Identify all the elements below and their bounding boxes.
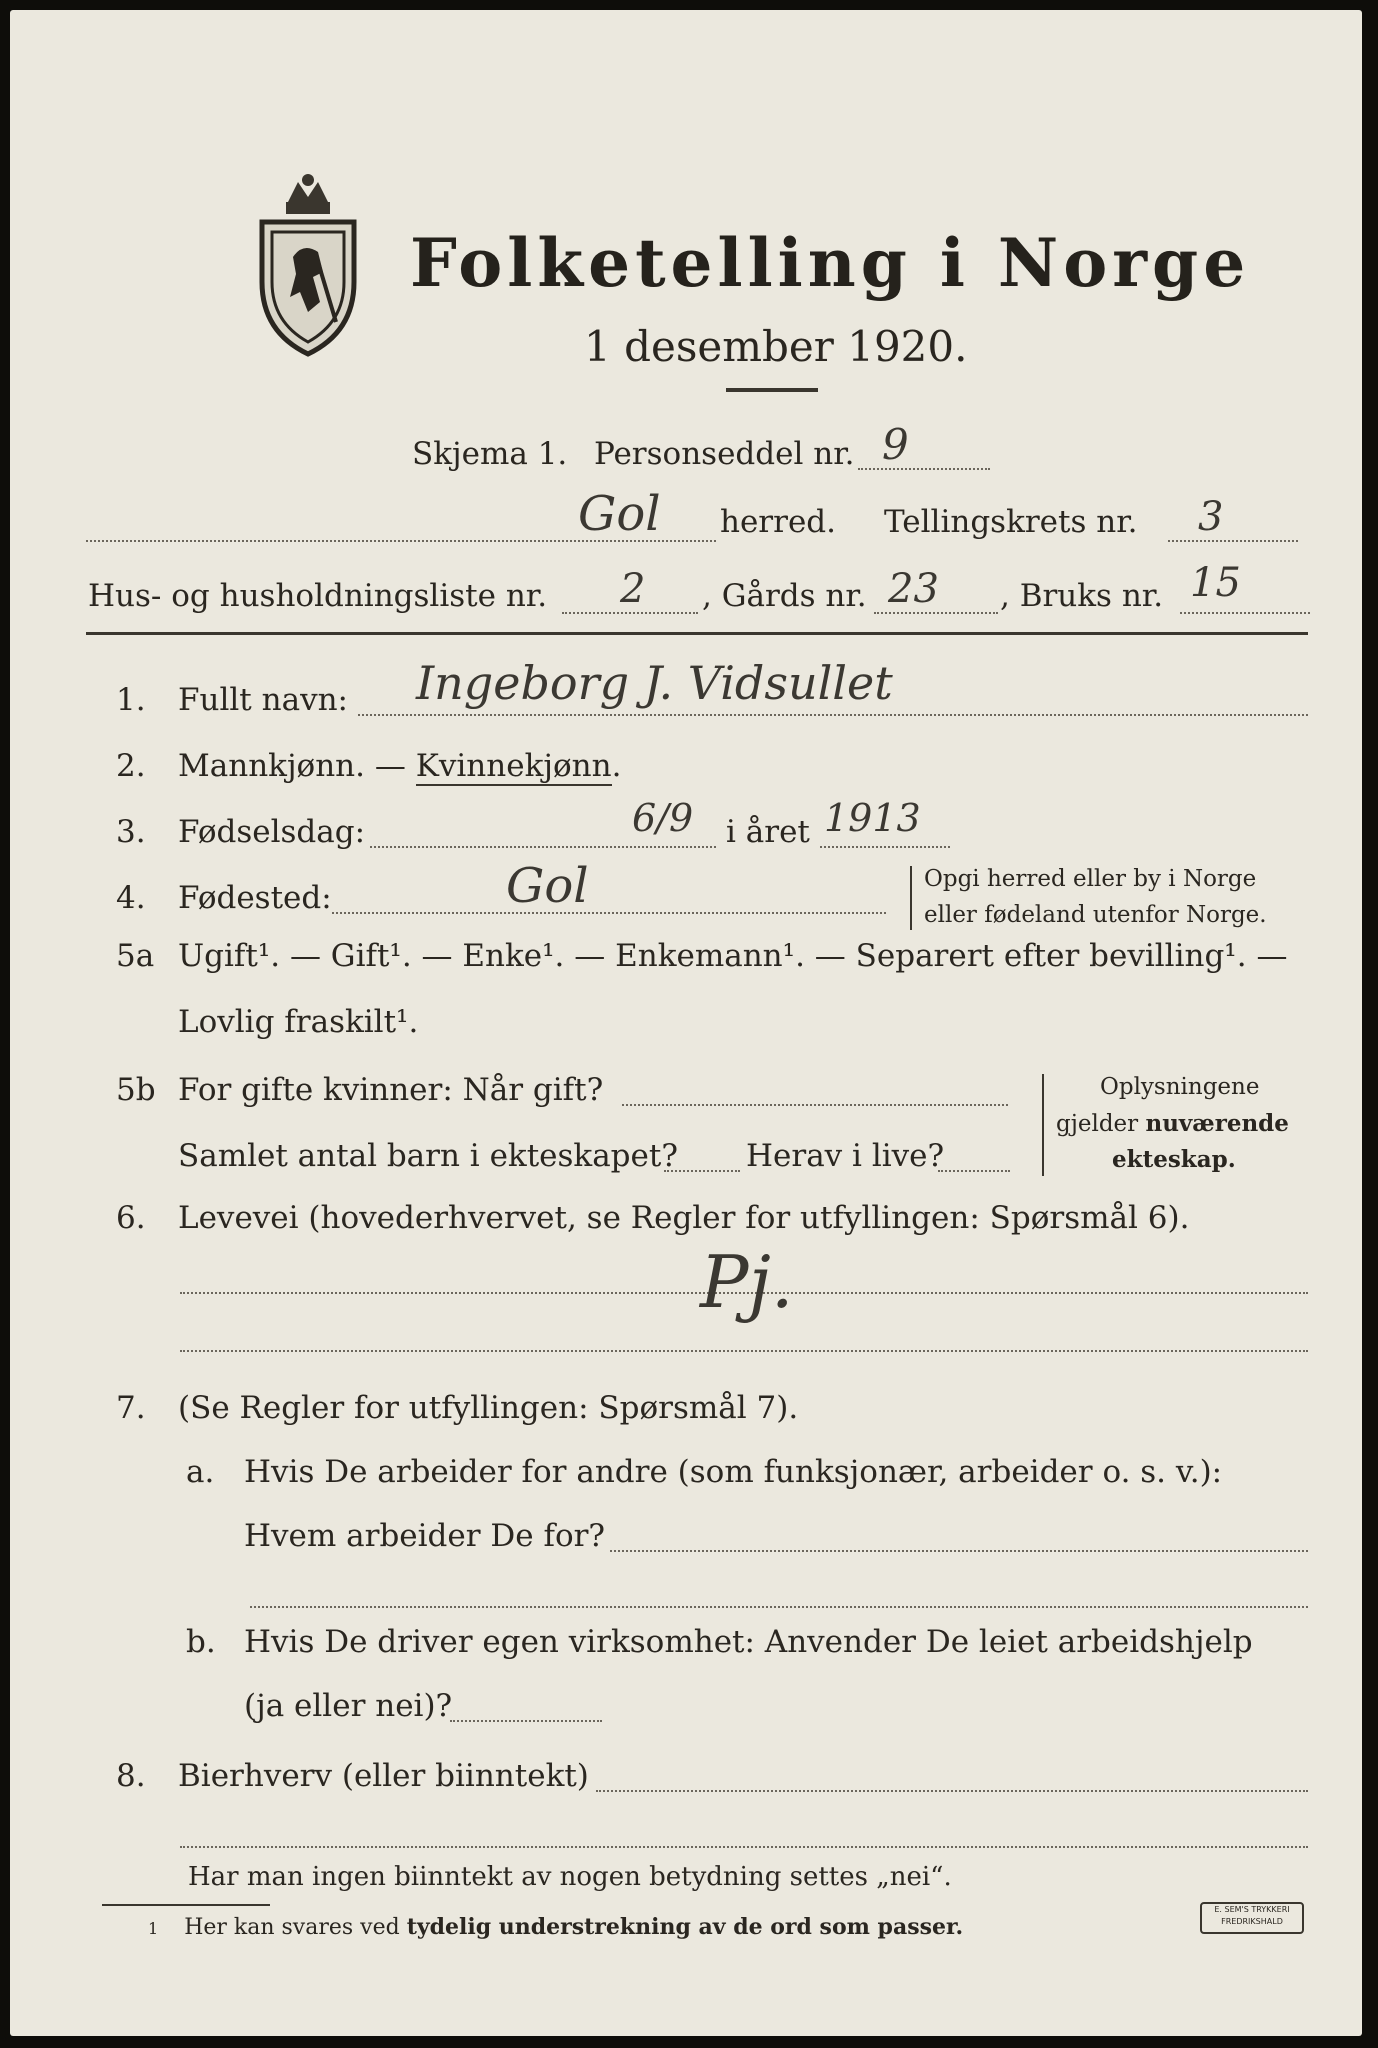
year-label: i året [726,814,810,850]
side-income-field-1[interactable] [596,1790,1308,1792]
footnote [148,1914,963,1940]
footnote-rule [102,1904,270,1906]
q7b-line1: Hvis De driver egen virksomhet: Anvender De leiet arbeidshjelp [244,1624,1253,1660]
q3-number: 3. [116,814,146,850]
census-form-sheet [10,10,1362,2036]
side-income-field-2[interactable] [180,1846,1308,1848]
footnote-marker: 1 [148,1919,159,1938]
printer-stamp: E. SEM'S TRYKKERI FREDRIKSHALD [1200,1902,1304,1934]
personseddel-field[interactable] [858,468,990,470]
gards-label: , Gårds nr. [702,578,867,614]
children-total-label: Samlet antal barn i ekteskapet? [178,1138,678,1174]
q2-sex [178,748,621,784]
when-married-field[interactable] [622,1104,1008,1106]
bruks-field[interactable] [1180,612,1310,614]
children-total-field[interactable] [664,1170,740,1172]
schema-label: Skjema 1. [412,436,568,472]
q4-number: 4. [116,880,146,916]
hus-value: 2 [620,566,646,612]
bruks-label: , Bruks nr. [1000,578,1164,614]
q8-label: Bierhverv (eller biinntekt) [178,1758,589,1794]
q3-label: Fødselsdag: [178,814,366,850]
q7b-letter: b. [186,1624,216,1660]
q4-note-brace [910,866,912,930]
employer-field-1[interactable] [610,1550,1308,1552]
tellingskrets-label: Tellingskrets nr. [884,504,1138,540]
q7-number: 7. [116,1390,146,1426]
employer-field-2[interactable] [250,1606,1308,1608]
when-married-label: For gifte kvinner: Når gift? [178,1072,604,1108]
q1-label: Fullt navn: [178,682,348,718]
hus-field[interactable] [562,612,698,614]
children-alive-label: Herav i live? [746,1138,945,1174]
tellingskrets-field[interactable] [1168,540,1298,542]
birth-year-value: 1913 [824,796,921,840]
children-alive-field[interactable] [938,1170,1010,1172]
census-date: 1 desember 1920. [584,322,968,371]
q7a-letter: a. [186,1454,215,1490]
header-rule [86,632,1308,635]
q5b-note-line1: Oplysningene [1100,1074,1260,1100]
personseddel-label: Personseddel nr. [594,436,855,472]
hus-label: Hus- og husholdningsliste nr. [88,578,548,614]
full-name-field[interactable] [358,714,1308,716]
occupation-value: Pj. [700,1240,794,1324]
personseddel-value: 9 [882,420,909,469]
q7a-line2: Hvem arbeider De for? [244,1518,606,1554]
q5b-number: 5b [116,1072,156,1108]
coat-of-arms-icon [248,162,368,362]
q5b-note-line3: ekteskap. [1112,1146,1236,1173]
birthday-value: 6/9 [632,796,694,840]
page-title: Folketelling i Norge [410,224,1251,302]
q5b-note-gjelder: gjelder [1056,1111,1139,1137]
q7-label: (Se Regler for utfyllingen: Spørsmål 7). [178,1390,799,1426]
q2-number: 2. [116,748,146,784]
q2-end: . [611,748,622,784]
q4-note-line2: eller fødeland utenfor Norge. [924,902,1267,928]
full-name-value: Ingeborg J. Vidsullet [416,656,893,710]
q5a-number: 5a [116,938,155,974]
bottom-note: Har man ingen biinntekt av nogen betydning settes „nei“. [188,1862,952,1892]
q7b-line2: (ja eller nei)? [244,1688,453,1724]
gards-field[interactable] [874,612,998,614]
bruks-value: 15 [1190,560,1241,606]
footnote-text-a: Her kan svares ved [184,1915,407,1940]
hired-help-field[interactable] [450,1720,602,1722]
occupation-field-2[interactable] [180,1350,1308,1352]
mannkjonn-option[interactable]: Mannkjønn [178,748,356,784]
herred-label: herred. [720,504,836,540]
q5b-note-brace [1042,1074,1044,1176]
birthplace-field[interactable] [332,912,886,914]
q2-separator: . — [355,748,416,784]
q6-label: Levevei (hovederhvervet, se Regler for utfyllingen: Spørsmål 6). [178,1200,1190,1236]
tellingskrets-value: 3 [1198,494,1224,540]
gards-value: 23 [888,566,939,612]
q7a-line1: Hvis De arbeider for andre (som funksjonær, arbeider o. s. v.): [244,1454,1223,1490]
q6-number: 6. [116,1200,146,1236]
kvinnekjonn-option[interactable]: Kvinnekjønn [415,748,612,784]
footnote-text-b: tydelig understrekning av de ord som passer. [406,1914,964,1940]
birthday-field[interactable] [370,846,716,848]
title-divider [726,388,818,392]
birth-year-field[interactable] [820,846,950,848]
marital-status-divorced[interactable]: Lovlig fraskilt¹. [178,1004,419,1040]
q8-number: 8. [116,1758,146,1794]
q4-label: Fødested: [178,880,332,916]
q4-note-line1: Opgi herred eller by i Norge [924,866,1257,892]
herred-value: Gol [578,486,661,542]
q1-number: 1. [116,682,146,718]
q5b-note-line2 [1056,1110,1289,1137]
q5b-note-current: nuværende [1145,1110,1289,1137]
marital-status-options[interactable]: Ugift¹. — Gift¹. — Enke¹. — Enkemann¹. — Separert efter bevilling¹. — [178,938,1288,974]
birthplace-value: Gol [506,858,589,914]
